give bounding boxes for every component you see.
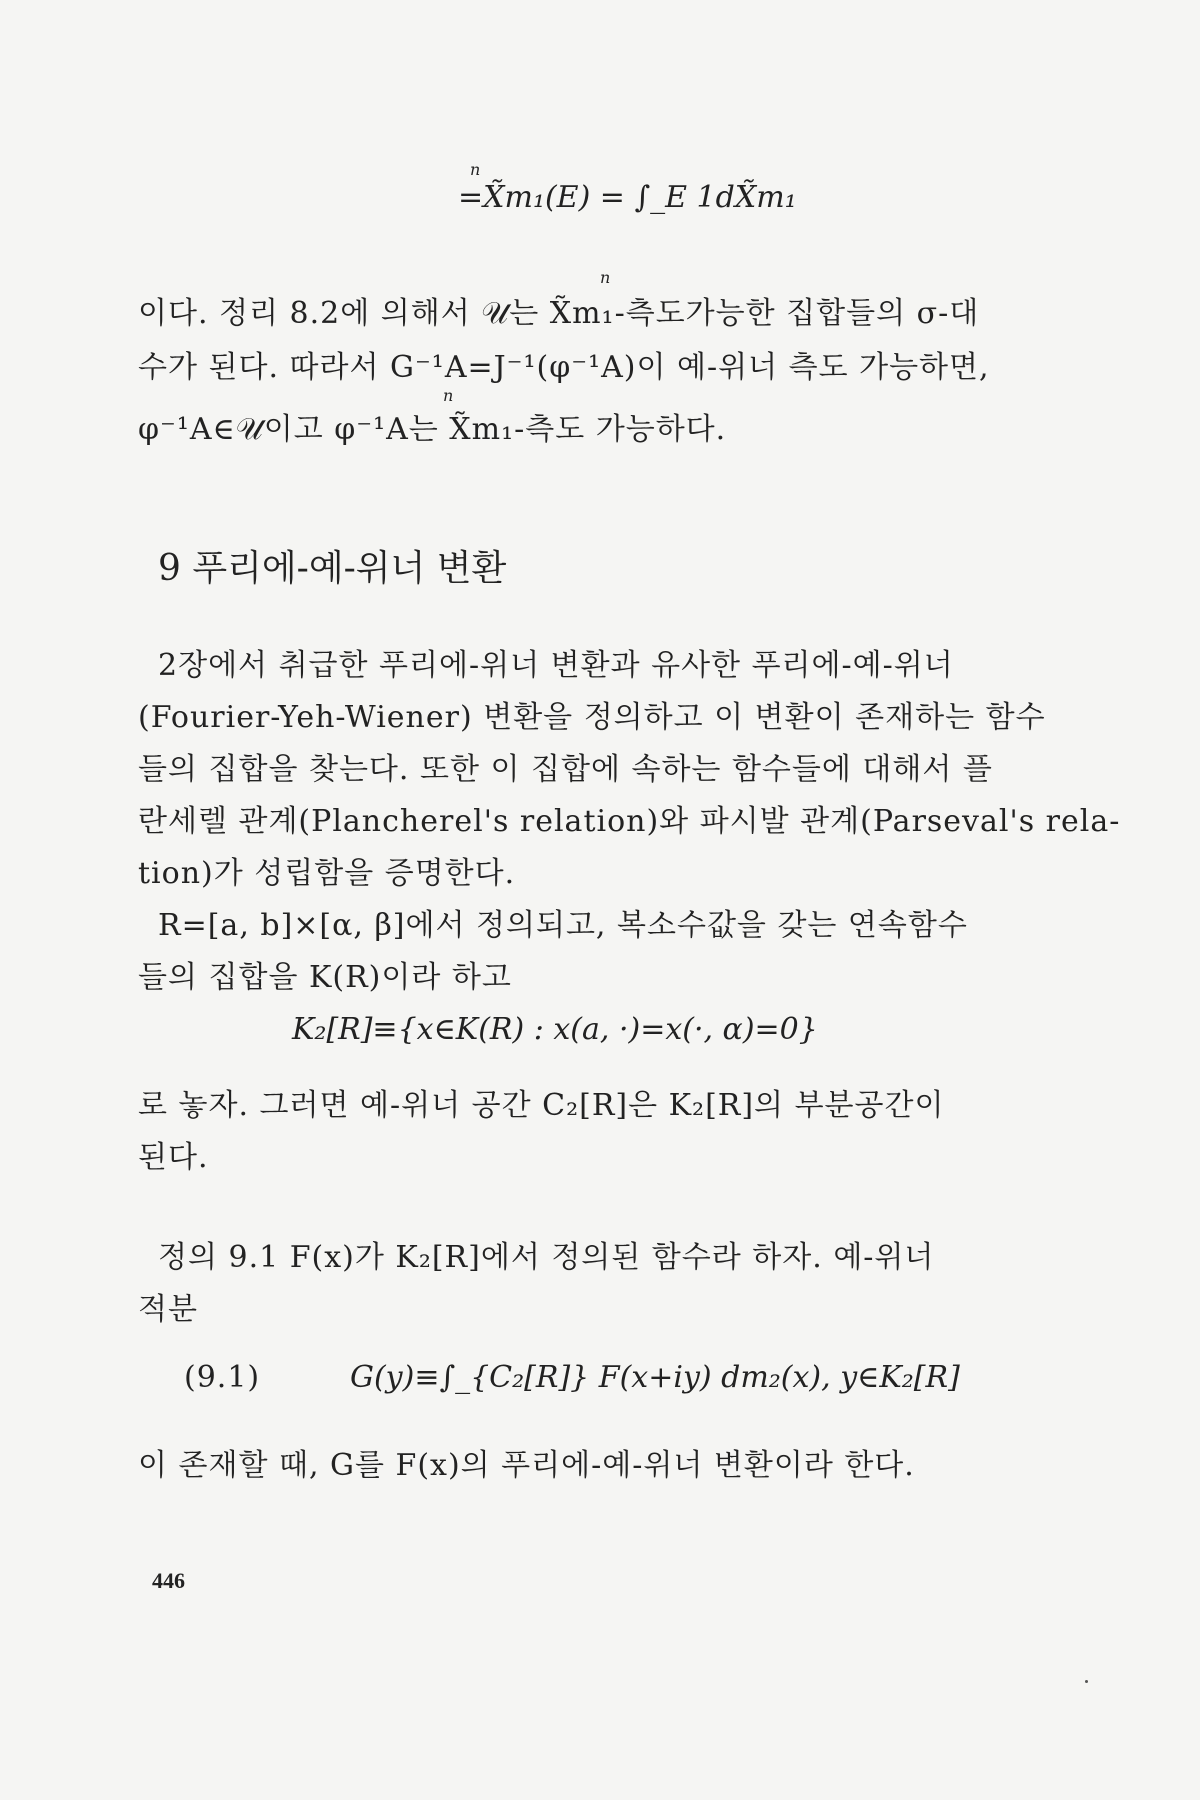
para4-line-1: 로 놓자. 그러면 예-위너 공간 C₂[R]은 K₂[R]의 부분공간이 xyxy=(138,1088,945,1123)
equation-k2: K₂[R]≡{x∈K(R) : x(a, ·)=x(·, α)=0} xyxy=(292,1012,818,1047)
para2-line-4: 란세렐 관계(Plancherel's relation)와 파시발 관계(Parseval's rela- xyxy=(138,804,1121,839)
para2-line-1: 2장에서 취급한 푸리에-위너 변환과 유사한 푸리에-예-위너 xyxy=(158,648,954,683)
top-equation: =X̃m₁(E) = ∫_E 1dX̃m₁ xyxy=(458,180,797,215)
para2-line-2: (Fourier-Yeh-Wiener) 변환을 정의하고 이 변환이 존재하는 함수 xyxy=(138,700,1046,735)
overscript-n: n xyxy=(470,160,481,179)
overscript-n: n xyxy=(600,268,611,287)
scan-speck xyxy=(1085,1680,1088,1683)
para1-line-2: 수가 된다. 따라서 G⁻¹A=J⁻¹(φ⁻¹A)이 예-위너 측도 가능하면, xyxy=(138,350,990,385)
para3-line-1: R=[a, b]×[α, β]에서 정의되고, 복소수값을 갖는 연속함수 xyxy=(158,908,968,943)
para2-line-3: 들의 집합을 찾는다. 또한 이 집합에 속하는 함수들에 대해서 플 xyxy=(138,752,993,787)
para1-line-1: 이다. 정리 8.2에 의해서 𝒰는 X̃m₁-측도가능한 집합들의 σ-대 xyxy=(138,296,980,331)
para2-line-5: tion)가 성립함을 증명한다. xyxy=(138,856,516,891)
section-heading: 9 푸리에-예-위너 변환 xyxy=(158,548,507,589)
equation-9-1: G(y)≡∫_{C₂[R]} F(x+iy) dm₂(x), y∈K₂[R] xyxy=(350,1360,960,1395)
para4-line-2: 된다. xyxy=(138,1140,209,1175)
para1-line-3: φ⁻¹A∈𝒰이고 φ⁻¹A는 X̃m₁-측도 가능하다. xyxy=(138,412,727,447)
equation-label: (9.1) xyxy=(184,1360,261,1395)
para5-line: 이 존재할 때, G를 F(x)의 푸리에-예-위너 변환이라 한다. xyxy=(138,1448,915,1483)
definition-line-2: 적분 xyxy=(138,1292,198,1327)
para3-line-2: 들의 집합을 K(R)이라 하고 xyxy=(138,960,512,995)
overscript-n: n xyxy=(443,386,454,405)
page-number: 446 xyxy=(152,1568,185,1593)
definition-line-1: 정의 9.1 F(x)가 K₂[R]에서 정의된 함수라 하자. 예-위너 xyxy=(158,1240,935,1275)
